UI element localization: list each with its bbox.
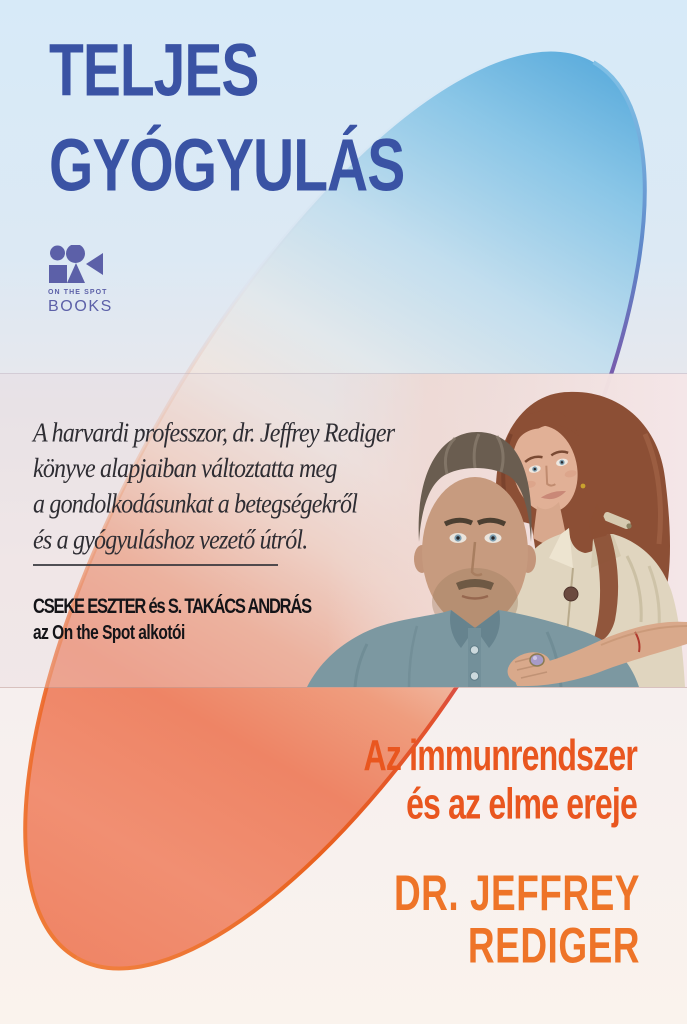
book-subtitle-line2: és az elme ereje xyxy=(406,778,637,828)
quote-photo-band xyxy=(0,373,687,688)
publisher-tagline: ON THE SPOT xyxy=(48,289,108,296)
book-title-line2: GYÓGYULÁS xyxy=(49,124,405,208)
quote-line: a gondolkodásunkat a betegségekről xyxy=(33,489,358,520)
author-name xyxy=(393,865,640,973)
author-name-line2: REDIGER xyxy=(467,917,640,973)
book-title xyxy=(49,24,404,214)
book-subtitle xyxy=(364,732,637,828)
publisher-logo xyxy=(48,245,113,316)
publisher-name: BOOKS xyxy=(48,298,113,315)
endorser-names: CSEKE ESZTER és S. TAKÁCS ANDRÁS xyxy=(33,595,311,619)
quote-divider xyxy=(33,564,278,566)
quote-line: A harvardi professzor, dr. Jeffrey Rediger xyxy=(33,418,395,449)
quote-line: könyve alapjaiban változtatta meg xyxy=(33,453,337,484)
book-title-line1: TELJES xyxy=(49,29,259,113)
book-subtitle-line1: Az immunrendszer xyxy=(363,730,637,780)
endorsement-quote xyxy=(33,416,394,559)
endorser-role: az On the Spot alkotói xyxy=(33,622,185,645)
film-camera-logo-icon xyxy=(48,245,104,284)
quote-line: és a gyógyuláshoz vezető útról. xyxy=(33,525,308,556)
author-name-line1: DR. JEFFREY xyxy=(393,865,640,921)
